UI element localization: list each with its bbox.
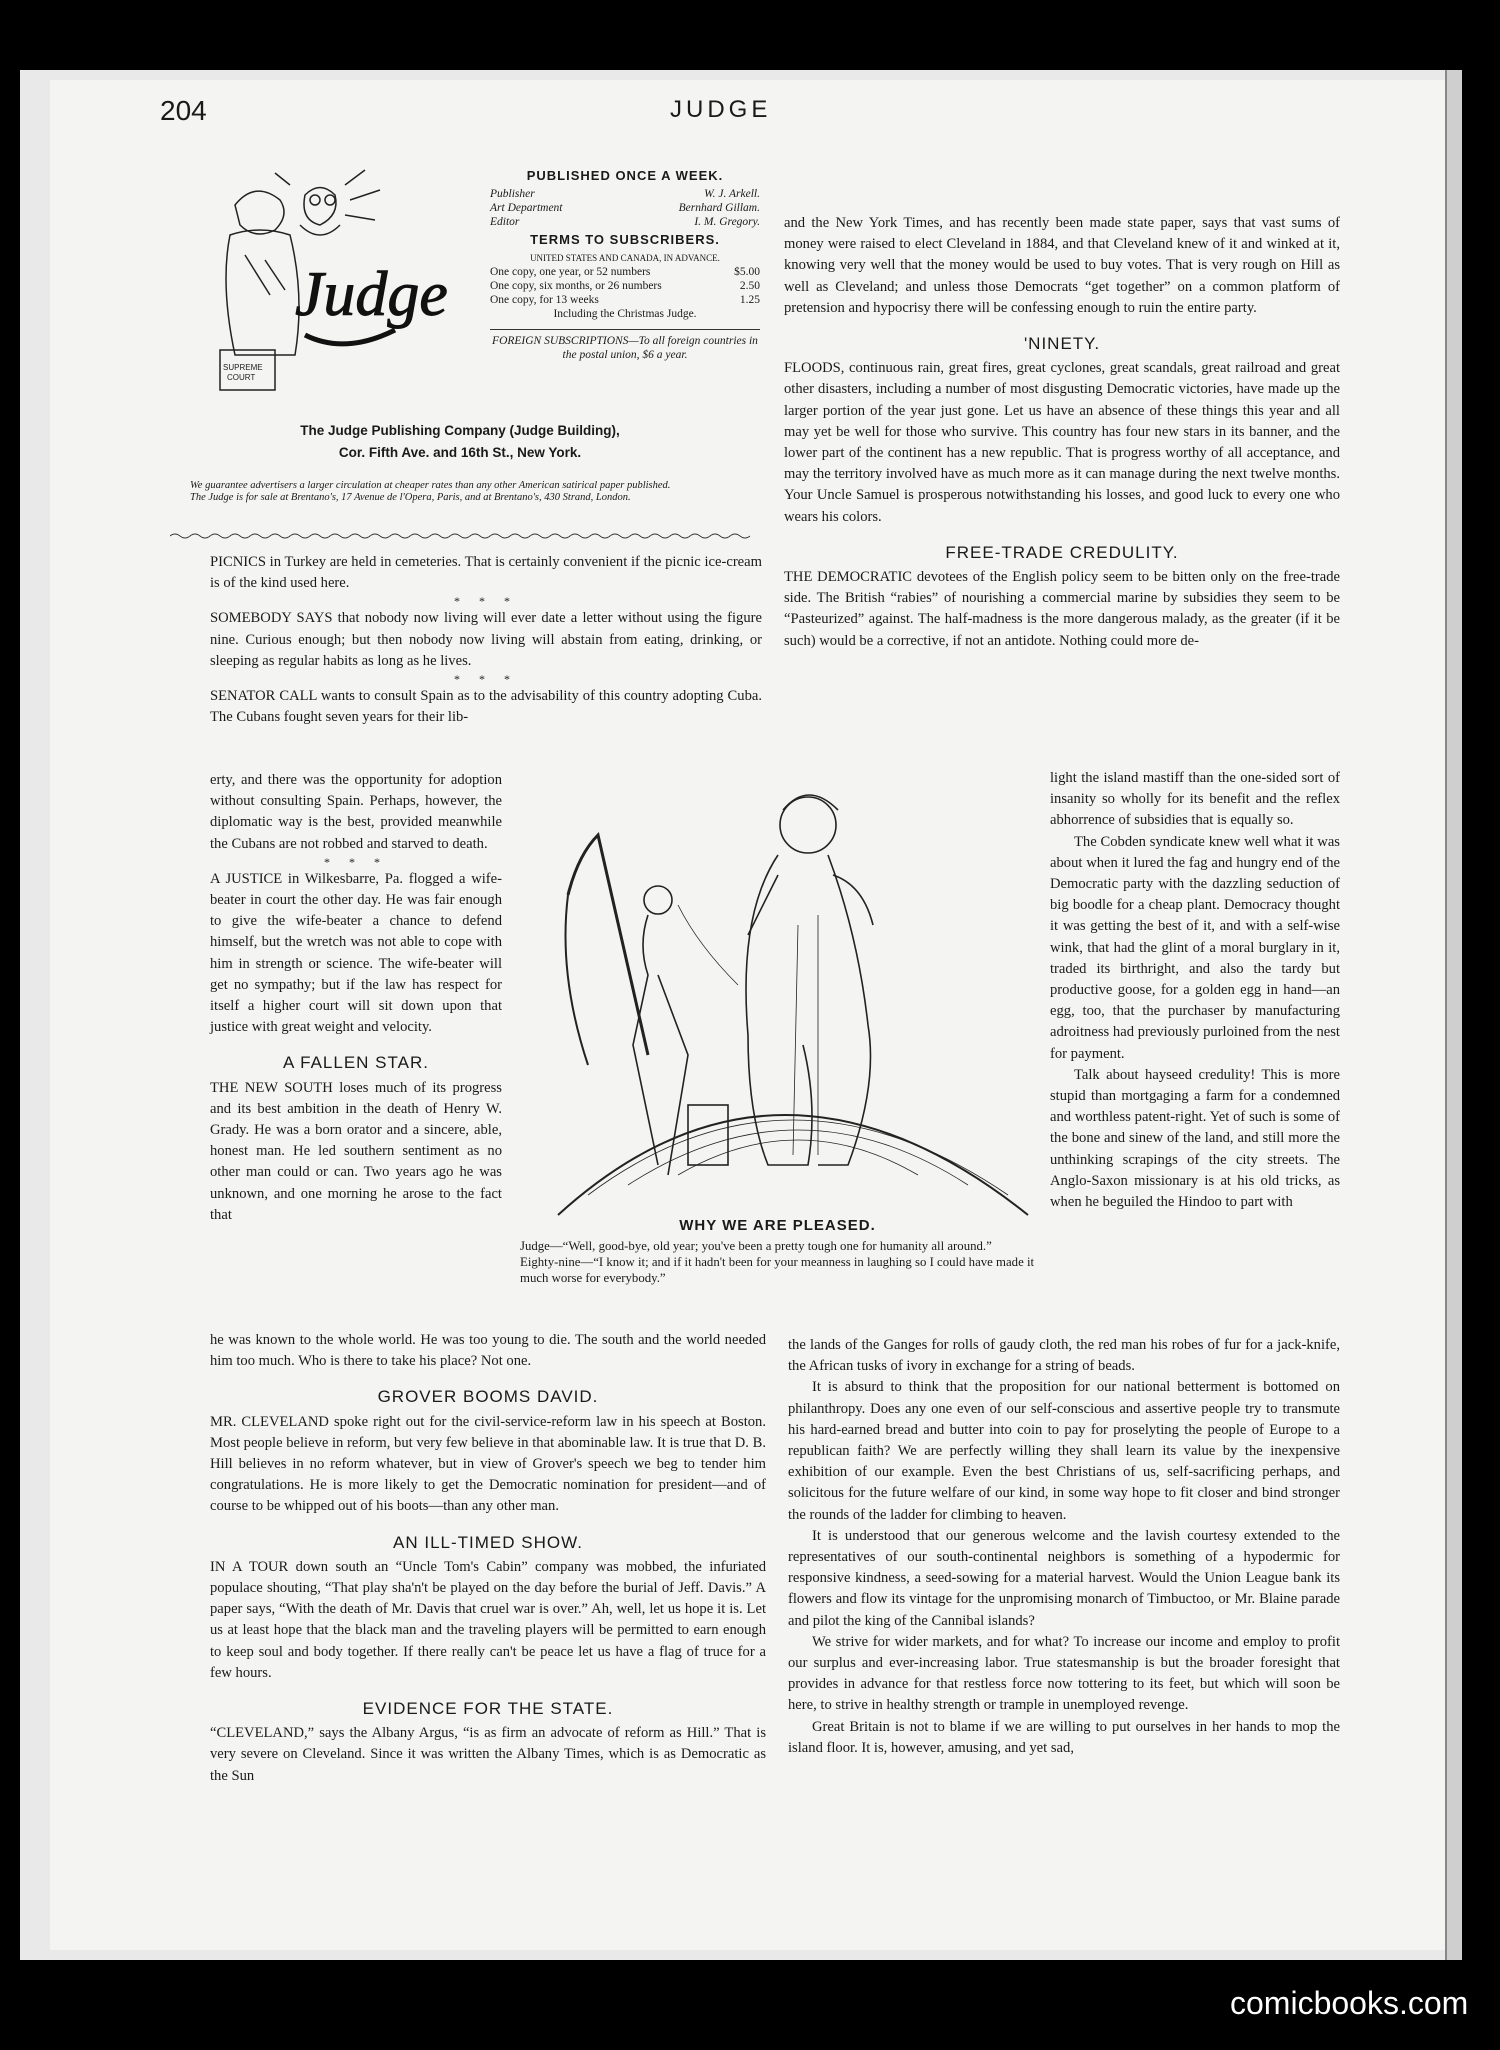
article-ninety: FLOODS, continuous rain, great fires, great cyclones, great scandals, great railroad and great other disasters, including a number of most disgusting Democratic victories, have made up the larger portion of the year just gone. Let us have an absence of these things this year and all may yet be well for those who survive. This country has four new stars in its banner, and the lower part of the continent has a new republic. That is progress worthy of all acceptance, and may the territory involved have as much more as it can manage during the next twelve months. Your Uncle Samuel is prosperous notwithstanding his losses, and good luck to every one who wears his colors.	[784, 360, 1340, 525]
staff-row	[490, 201, 760, 215]
separator-dots: * * *	[324, 854, 388, 869]
staff-row	[490, 215, 760, 229]
article-evidence: “CLEVELAND,” says the Albany Argus, “is as firm an advocate of reform as Hill.” That is very severe on Cleveland. Since it was written the Albany Times, which is as Democratic as the Sun	[210, 1725, 766, 1784]
terms-sub: UNITED STATES AND CANADA, IN ADVANCE.	[530, 253, 720, 263]
price-value: 1.25	[739, 294, 760, 306]
company-name: The Judge Publishing Company (Judge Building),	[300, 423, 620, 438]
article-understood: It is understood that our generous welcome and the lavish courtesy extended to the representatives of our south-continental neighbors is something of a hypodermic for responsive kindness, a seed-sowing for a material harvest. Would the Union League bank its flowers and flow its vintage for the unpromising monarch of Timbuctoo, or Mr. Blaine parade and pilot the king of the Cannibal islands?	[788, 1527, 1340, 1629]
article-somebody: SOMEBODY SAYS that nobody now living will ever date a letter without using the figure nine. Curious enough; but then nobody now living will abstain from eating, drinking, or sleeping as regular habits as long as he lives.	[210, 610, 762, 669]
logo-wordmark: Judge	[295, 258, 448, 329]
company-address: Cor. Fifth Ave. and 16th St., New York.	[338, 445, 582, 460]
price-value: $5.00	[734, 266, 760, 278]
article-senator: SENATOR CALL wants to consult Spain as to the advisability of this country adopting Cuba. The Cubans fought seven years for their lib-	[210, 688, 762, 726]
heading-grover: GROVER BOOMS DAVID.	[377, 1387, 599, 1407]
staff-row	[490, 187, 760, 201]
staff-name: Bernhard Gillam.	[678, 202, 760, 214]
heading-ninety: 'NINETY.	[1023, 334, 1101, 354]
article-absurd: It is absurd to think that the proposition for our national betterment is bottomed on philanthropy. Does any one even of our self-conscious and assertive people try to transmute his hard-earned bread and butter into coin to pay for proselyting the people of Europe to a republican faith? We are perfectly willing they shall learn its value by the inexpensive exhibition of our example. Even the best Christians of us, self-sacrificing perhaps, and solicitous for the future welfare of our kind, in some way hope to fit closer and bind stronger the rounds of the ladder for climbing to heaven.	[788, 1379, 1340, 1523]
staff-role: Editor	[490, 216, 520, 228]
right-column-narrow	[1050, 768, 1340, 1213]
article-hayseed-cont: the lands of the Ganges for rolls of gaudy cloth, the red man his robes of fur for a jack-knife, the African tusks of ivory in exchange for a string of beads.	[788, 1337, 1340, 1375]
wavy-rule	[170, 532, 760, 540]
article-britain: Great Britain is not to blame if we are willing to put ourselves in her hands to mop the island floor. It is, however, amusing, and yet sad,	[788, 1718, 1340, 1756]
guarantee-text: We guarantee advertisers a larger circulation at cheaper rates than any other American satirical paper published.	[190, 480, 671, 491]
article-senator-cont: erty, and there was the opportunity for adoption without consulting Spain. Perhaps, however, the diplomatic way is the best, provided meanwhile the Cubans are not robbed and starved to death.	[210, 772, 502, 852]
price-item: One copy, one year, or 52 numbers	[490, 266, 651, 278]
article-fallen-star-cont: he was known to the whole world. He was too young to die. The south and the world needed him too much. Who is there to take his place? Not one.	[210, 1332, 766, 1370]
masthead-logo	[205, 165, 485, 415]
article-picnics: PICNICS in Turkey are held in cemeteries. That is certainly convenient if the picnic ice-cream is of the kind used here.	[210, 554, 762, 592]
price-item: One copy, for 13 weeks	[490, 294, 599, 306]
heading-fallen-star: A FALLEN STAR.	[283, 1053, 429, 1073]
masthead-info	[490, 165, 760, 362]
staff-role: Art Department	[490, 202, 563, 214]
cartoon-caption	[520, 1218, 1035, 1286]
separator-dots: * * *	[454, 672, 518, 687]
price-row	[490, 279, 760, 293]
article-ill-timed: IN A TOUR down south an “Uncle Tom's Cabin” company was mobbed, the infuriated populace shouting, “That play sha'n't be played on the day before the burial of Jeff. Davis.” A paper says, “With the death of Mr. Davis that cruel war is over.” Ah, well, let us hope it is. Let us at least hope that the black man and the traveling players will be permitted to earn enough to keep soul and body together. If there really can't be peace let us have a flag of truce for a few hours.	[210, 1558, 766, 1681]
price-row	[490, 293, 760, 307]
price-item: One copy, six months, or 26 numbers	[490, 280, 662, 292]
article-free-trade: THE DEMOCRATIC devotees of the English policy seem to be bitten only on the free-trade side. The British “rabies” of nourishing a commercial marine by subsidies they seem to be “Pasteurized” against. The half-madness is the more dangerous malady, as the greater (if it be such) would be a corrective, if not an antidote. Nothing could more de-	[784, 569, 1340, 649]
publisher-block	[160, 420, 760, 464]
article-strive: We strive for wider markets, and for what? To increase our income and employ to profit our surplus and ever-increasing labor. True statesmanship is but the broader foresight that provides in advance for that restless force now tottering to its feet, but which will soon be here, to strive in healthy strength or trample in unemployed revenge.	[788, 1633, 1340, 1714]
article-fallen-star: THE NEW SOUTH loses much of its progress and its best ambition in the death of Henry W. Grady. He was a born orator and a sincere, able, honest man. He led southern sentiment as no other man could or can. Two years ago he was unknown, and one morning he arose to the fact that	[210, 1079, 502, 1223]
published-line: PUBLISHED ONCE A WEEK.	[526, 168, 724, 183]
separator-dots: * * *	[454, 594, 518, 609]
article-grover: MR. CLEVELAND spoke right out for the civil-service-reform law in his speech at Boston. Most people believe in reform, but very few believe in that abominable law. It is true that D. B. Hill believes in no reform whatever, but in view of Grover's speech we beg to tender him congratulations. He is more likely to get the Democratic nomination for president—and of course to be whipped out of his boots—than any other man.	[210, 1413, 766, 1515]
site-watermark: comicbooks.com	[1230, 1985, 1469, 2021]
page-edge	[1445, 70, 1462, 1960]
right-column-lower	[788, 1335, 1340, 1759]
article-free-trade-cont: light the island mastiff than the one-sided sort of insanity so wholly for its benefit and the reflex abhorrence of subsidies that is equally so.	[1050, 770, 1340, 829]
svg-text:COURT: COURT	[227, 373, 256, 382]
staff-name: I. M. Gregory.	[694, 216, 760, 228]
staff-role: Publisher	[490, 188, 535, 200]
article-cleveland-cont: and the New York Times, and has recently been made state paper, says that vast sums of money were raised to elect Cleveland in 1884, and that Cleveland knew of it and winked at it, knowing very well that the money would be used to buy votes. That is very rough on Hill as well as Cleveland; and unless those Democrats “get together” on a common platform of pretension and hypocrisy there will be confessing enough to ruin the entire party.	[784, 215, 1340, 316]
left-column-lower	[210, 1330, 766, 1787]
guarantee-note	[190, 480, 770, 504]
right-column-upper	[784, 213, 1340, 652]
heading-free-trade: FREE-TRADE CREDULITY.	[945, 542, 1179, 562]
left-column-narrow	[210, 770, 502, 1226]
heading-ill-timed: AN ILL-TIMED SHOW.	[393, 1532, 583, 1552]
left-column-upper	[210, 552, 762, 728]
staff-name: W. J. Arkell.	[704, 188, 760, 200]
caption-line-1: Judge—“Well, good-bye, old year; you've been a pretty tough one for humanity all around.”	[520, 1239, 992, 1253]
foreign-note: FOREIGN SUBSCRIPTIONS—To all foreign countries in the postal union, $6 a year.	[490, 329, 760, 362]
cartoon-illustration	[528, 775, 1033, 1235]
svg-text:SUPREME: SUPREME	[223, 363, 263, 372]
terms-title: TERMS TO SUBSCRIBERS.	[530, 232, 720, 247]
caption-line-2: Eighty-nine—“I know it; and if it hadn't been for your meanness in laughing so I could have made it much worse for everybody.”	[520, 1255, 1035, 1285]
price-row	[490, 265, 760, 279]
article-cobden: The Cobden syndicate knew well what it was about when it lured the fag and hungry end of the Democratic party with the dazzling seduction of big boodle for a cheap plant. Democracy thought it was getting the best of it, and with a self-wise wink, that had the glint of a moral burglary in it, traded its birthright, and also the tardy but productive goose, for a golden egg in hand—an egg, too, that the purchaser by manufacturing adroitness had previously purloined from the nest for payment.	[1050, 833, 1340, 1062]
heading-evidence: EVIDENCE FOR THE STATE.	[362, 1699, 614, 1719]
price-value: 2.50	[739, 280, 760, 292]
article-hayseed: Talk about hayseed credulity! This is more stupid than mortgaging a farm for a condemned and worthless patent-right. Yet of such is some of the bone and sinew of the land, and still more the unthinking scrapings of the city streets. The Anglo-Saxon missionary is at his old tricks, as when he beguiled the Hindoo to part with	[1050, 1066, 1340, 1211]
running-head: JUDGE	[670, 96, 772, 123]
christmas-note: Including the Christmas Judge.	[553, 308, 697, 320]
sale-text: The Judge is for sale at Brentano's, 17 Avenue de l'Opera, Paris, and at Brentano's, 430 Strand, London.	[190, 492, 631, 503]
cartoon-title: WHY WE ARE PLEASED.	[679, 1217, 876, 1234]
article-justice: A JUSTICE in Wilkesbarre, Pa. flogged a wife-beater in court the other day. He was fair enough to give the wife-beater a chance to defend himself, but the wretch was not able to cope with him in strength or science. The wife-beater will get no sympathy; but if the law has respect for itself a higher court will sit down upon that justice with great weight and velocity.	[210, 870, 502, 1036]
page-number: 204	[160, 95, 207, 126]
